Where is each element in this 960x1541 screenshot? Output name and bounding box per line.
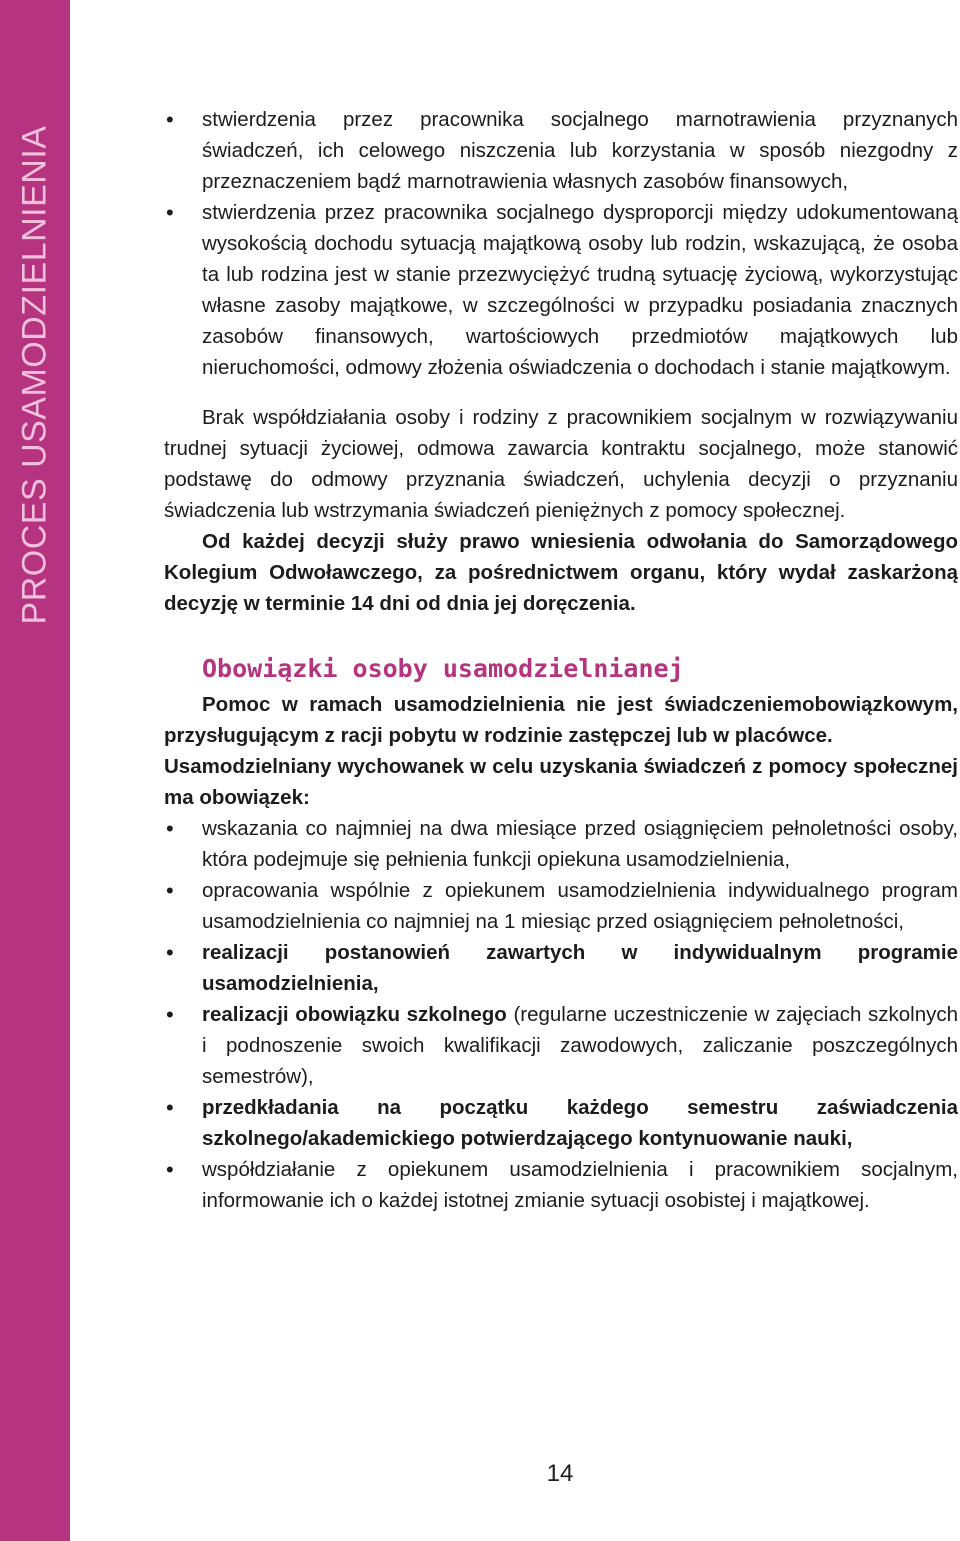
bold-text: realizacji postanowień zawartych w indywidualnym programie usamodzielnienia, (202, 941, 958, 995)
paragraph-bold (164, 751, 958, 813)
list-item (164, 875, 958, 937)
list-item (164, 937, 958, 999)
paragraph-bold (164, 526, 958, 619)
list-item (164, 999, 958, 1092)
top-bullet-list (164, 104, 958, 383)
item-text: współdziałanie z opiekunem usamodzielnienia i pracownikiem socjalnym, informowanie ich o każdej istotnej zmianie sytuacji osobistej i majątkowej. (202, 1158, 958, 1212)
page-content (164, 104, 958, 1216)
bold-text: Usamodzielniany wychowanek w celu uzyskania świadczeń z pomocy społecznej ma obowiązek: (164, 755, 958, 809)
list-item (164, 1154, 958, 1216)
item-text: (regularne uczestniczenie w zajęciach szkolnych i podnoszenie swoich kwalifikacji zawodowych, zaliczanie poszczególnych semestrów), (202, 1003, 959, 1088)
list-item (164, 1092, 958, 1154)
item-text: opracowania wspólnie z opiekunem usamodzielnienia indywidualnego program usamodzielnienia co najmniej na 1 miesiąc przed osiągnięciem pełnoletności, (202, 879, 958, 933)
item-text: wskazania co najmniej na dwa miesiące przed osiągnięciem pełnoletności osoby, która podejmuje się pełnienia funkcji opiekuna usamodzielnienia, (202, 817, 958, 871)
bold-text: Pomoc w ramach usamodzielnienia nie jest świadczeniemobowiązkowym, przysługującym z racji pobytu w rodzinie zastępczej lub w placówce. (164, 693, 958, 747)
paragraph-bold (164, 689, 958, 751)
duties-list (164, 813, 958, 1216)
list-item (164, 813, 958, 875)
section-heading: Obowiązki osoby usamodzielnianej (202, 654, 684, 683)
list-item: • stwierdzenia przez pracownika socjalnego marnotrawienia przyznanych świadczeń, ich celowego niszczenia lub korzystania w sposób niezgodny z przeznaczeniem bądź marnotrawienia własnych zasobów finansowych, (164, 104, 958, 197)
bold-text: Od każdej decyzji służy prawo wniesienia odwołania do Samorządowego Kolegium Odwoławczego, za pośrednictwem organu, który wydał zaskarżoną decyzję w terminie 14 dni od dnia jej doręczenia. (164, 530, 958, 615)
bold-text: realizacji obowiązku szkolnego (202, 1003, 507, 1026)
bold-text: przedkładania na początku każdego semestru zaświadczenia szkolnego/akademickiego potwierdzającego kontynuowanie nauki, (202, 1096, 958, 1150)
sidebar (0, 0, 70, 1541)
page-number: 14 (546, 1460, 574, 1487)
sidebar-title: PROCES USAMODZIELNIENIA (15, 125, 54, 625)
paragraph: Brak współdziałania osoby i rodziny z pracownikiem socjalnym w rozwiązywaniu trudnej sytuacji życiowej, odmowa zawarcia kontraktu socjalnego, może stanowić podstawę do odmowy przyznania świadczeń, uchylenia decyzji o przyznaniu świadczenia lub wstrzymania świadczeń pieniężnych z pomocy społecznej. (164, 406, 958, 522)
list-item: • stwierdzenia przez pracownika socjalnego dysproporcji między udokumentowaną wysokością dochodu sytuacją majątkową osoby lub rodzin, wskazującą, że osoba ta lub rodzina jest w stanie przezwyciężyć trudną sytuację życiową, wykorzystując własne zasoby majątkowe, w szczególności w przypadku posiadania znacznych zasobów finansowych, wartościowych przedmiotów majątkowych lub nieruchomości, odmowy złożenia oświadczenia o dochodach i stanie majątkowym. (164, 197, 958, 383)
